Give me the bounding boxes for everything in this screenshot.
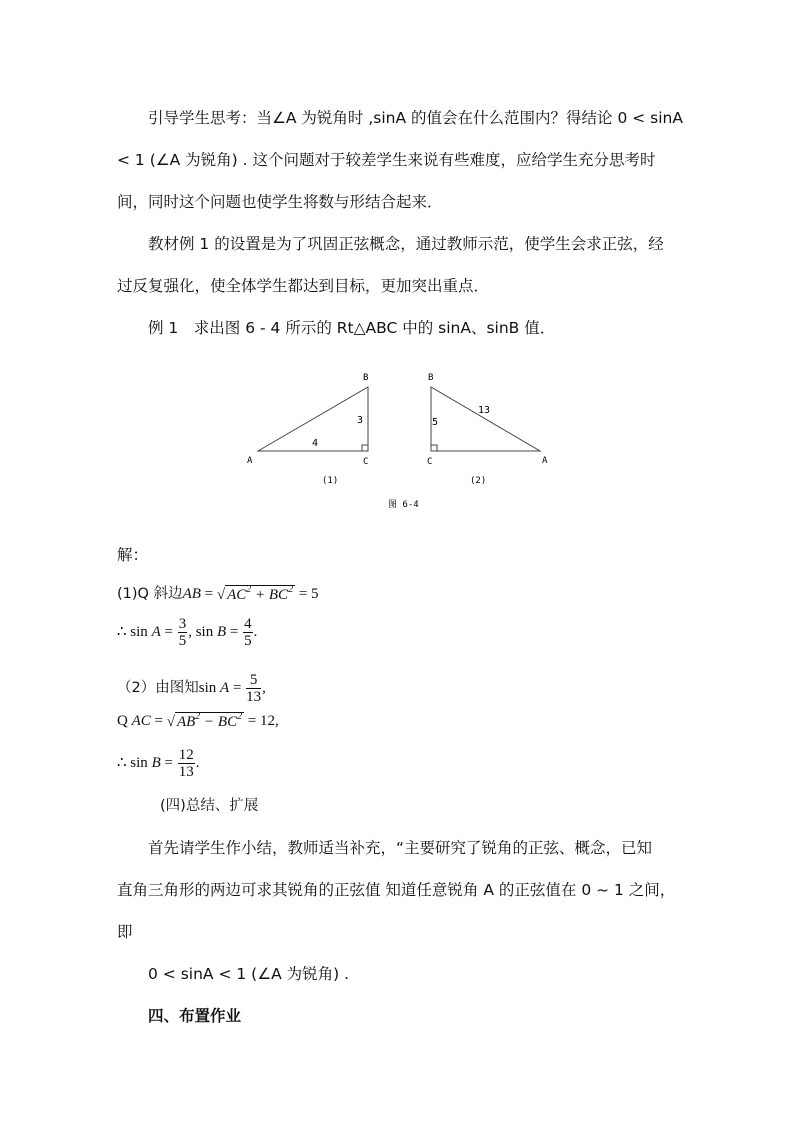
tri1-vertex-b: B: [363, 373, 369, 383]
s1-rad-ac: AC: [227, 587, 247, 604]
frac4-num: 12: [178, 747, 194, 763]
sin-b-label-2: sin: [130, 754, 148, 771]
solution-line-3: （2）由图知sin A = $\frac{5}{13}$ ,: [117, 672, 266, 705]
s4-sqrt: √ $AB^2 - BC^2$: [166, 711, 243, 731]
tri1-vertex-c: C: [363, 457, 369, 467]
sin-a-label-2: sin: [198, 679, 217, 696]
s1-lhs: AB: [182, 586, 201, 602]
s4-rad-ab: AB: [176, 714, 196, 731]
fraction-3-5: [178, 616, 188, 649]
tri2-label: (2): [470, 476, 487, 486]
summary-line-2: 直角三角形的两边可求其锐角的正弦值 知道任意锐角 A 的正弦值在 0 ~ 1 之间，: [117, 881, 676, 899]
solution-line-5: ∴ sin B = $\frac{12}{13}$ .: [117, 747, 200, 780]
s1-rad-bc: BC: [268, 587, 289, 604]
tri1-label: (1): [322, 476, 339, 486]
fraction-12-13: [178, 747, 195, 780]
frac4-den: 13: [178, 764, 194, 780]
s3-prefix: （2）由图知: [117, 679, 199, 696]
solution-line-2: ∴ sin A = $\frac{3}{5}$ , sin B = $\frac{4}{5}$ .: [117, 616, 258, 649]
fraction-4-5: [243, 616, 253, 649]
summary-line-3: 即: [117, 923, 133, 941]
tri2-side-bc: 5: [432, 417, 439, 428]
paragraph-1-line-3: 间，同时这个问题也使学生将数与形结合起来．: [117, 193, 443, 211]
frac3-den: 13: [246, 689, 262, 705]
fraction-5-13: [246, 672, 261, 705]
sin-a-label: sin: [130, 623, 148, 640]
tri2-vertex-c: C: [427, 457, 433, 467]
paragraph-2-line-2: 过反复强化，使全体学生都达到目标，更加突出重点．: [117, 277, 490, 295]
paragraph-1-line-1: 引导学生思考：当∠A 为锐角时 ,sinA 的值会在什么范围内？得结论 0 < sinA: [148, 109, 683, 127]
tri2-vertex-a: A: [542, 456, 548, 466]
summary-line-4: 0 < sinA < 1 (∠A 为锐角) .: [148, 965, 350, 983]
therefore-1: ∴: [117, 623, 127, 640]
example-1: 例 1 求出图 6 - 4 所示的 Rt△ABC 中的 sinA、sinB 值．: [148, 319, 556, 337]
triangle-2: [427, 373, 548, 486]
sin-b-label: sin: [195, 623, 214, 640]
section-4-heading: 四、布置作业: [148, 1006, 242, 1025]
var-b-1: B: [216, 623, 227, 640]
summary-line-1: 首先请学生作小结，教师适当补充，“主要研究了锐角的正弦、概念，已知: [148, 839, 653, 857]
var-b-2: B: [151, 754, 161, 771]
solution-label: 解：: [117, 546, 149, 564]
tri1-side-ac: 4: [312, 438, 319, 449]
tri1-vertex-a: A: [247, 456, 253, 466]
frac1-num: 3: [178, 616, 187, 632]
s4-rad-bc: BC: [217, 714, 238, 731]
tri2-vertex-b: B: [428, 373, 434, 383]
therefore-2: ∴: [117, 754, 127, 771]
figure-caption: 图 6-4: [388, 500, 419, 510]
frac1-den: 5: [178, 633, 187, 649]
triangle-1: [247, 373, 368, 486]
frac3-num: 5: [246, 672, 261, 689]
tri1-side-bc: 3: [357, 415, 364, 426]
s4-lhs: AC: [131, 713, 151, 729]
s4-result: = 12,: [247, 713, 279, 729]
paragraph-2-line-1: 教材例 1 的设置是为了巩固正弦概念，通过教师示范，使学生会求正弦，经: [148, 235, 664, 253]
frac2-den: 5: [244, 633, 252, 649]
var-a-2: A: [220, 679, 230, 696]
frac2-num: 4: [244, 616, 252, 632]
paragraph-1-line-2: < 1 (∠A 为锐角) . 这个问题对于较差学生来说有些难度，应给学生充分思考时: [117, 151, 656, 169]
summary-heading: (四)总结、扩展: [160, 798, 259, 814]
s4-prefix: Q: [117, 713, 128, 729]
tri2-side-ab: 13: [478, 405, 491, 416]
s1-sqrt: √ $AC^2 + BC^2$: [216, 584, 294, 604]
s1-prefix: (1)Q 斜边: [117, 586, 183, 602]
solution-line-1: (1)Q 斜边AB = √ $AC^2 + BC^2 = 5$: [117, 584, 319, 604]
s1-result: = 5: [298, 586, 319, 602]
figure-6-4: [240, 365, 560, 515]
solution-line-4: Q AC = √ $AB^2 - BC^2 = 12$,: [117, 711, 279, 731]
var-a-1: A: [151, 623, 161, 640]
